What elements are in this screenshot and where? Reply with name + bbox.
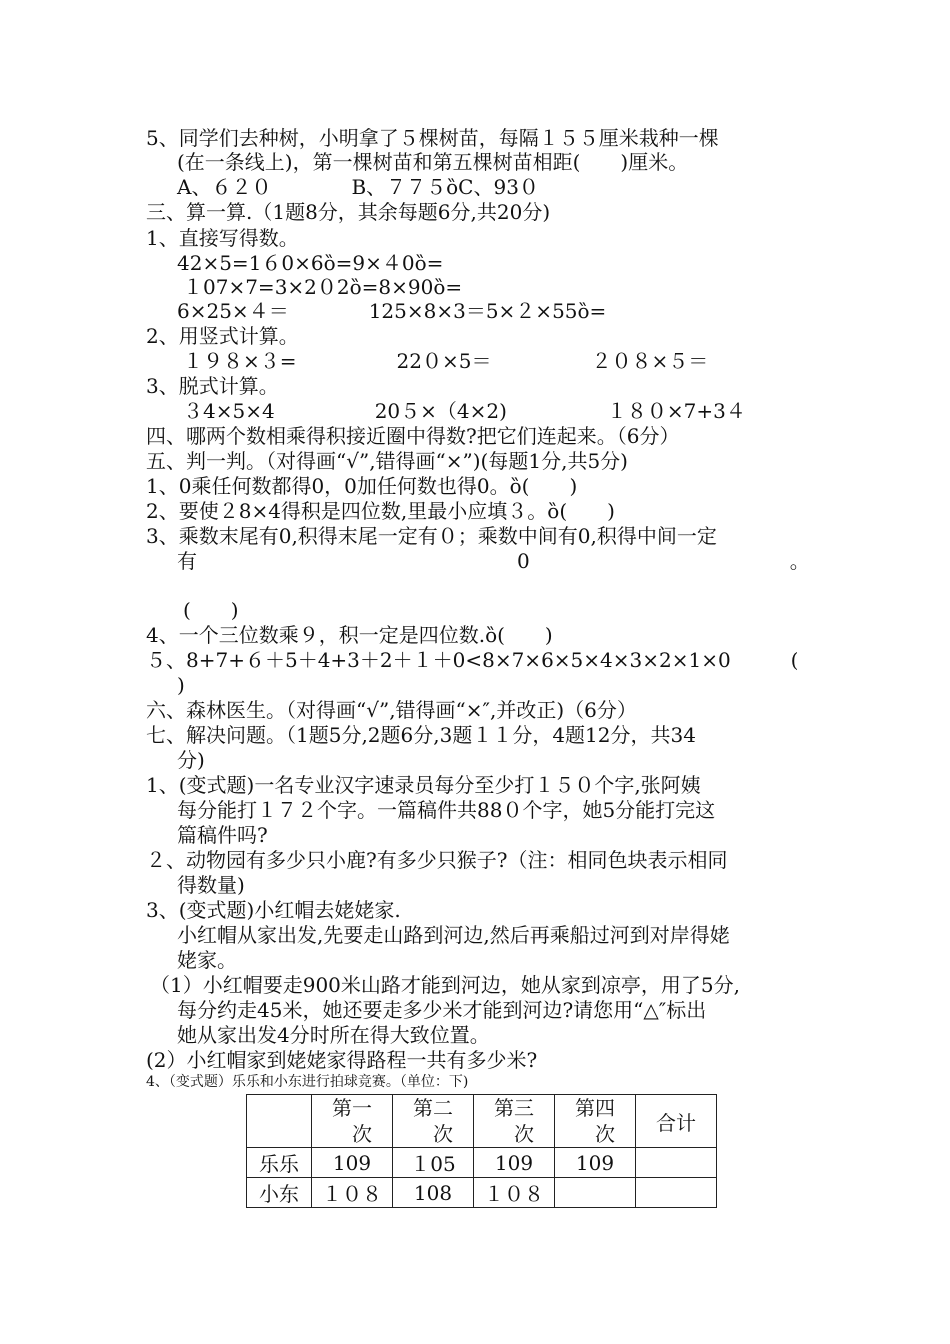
score-table bbox=[246, 1094, 717, 1208]
header-label-2: 第二 次 bbox=[413, 1096, 453, 1146]
table-row bbox=[247, 1178, 717, 1208]
s5-q3-answer-blank: ( ) bbox=[183, 598, 239, 622]
header-cell-total: 合计 bbox=[636, 1095, 717, 1148]
section-3-title: 三、算一算.（1题8分，其余每题6分,共20分) bbox=[146, 200, 551, 224]
header-cell-3 bbox=[474, 1095, 555, 1148]
table-cell: 109 bbox=[312, 1148, 393, 1178]
s3-q1-row1: 42×5=1６0×6ȍ=9×４0ȍ= bbox=[177, 251, 444, 275]
s5-q5-line1: ５、8+7+６＋5＋4+3＋2＋１＋0<8×7×6×5×4×3×2×1×0 ( bbox=[146, 648, 799, 672]
table-cell bbox=[555, 1178, 636, 1208]
s7-q3-desc-line1: 小红帽从家出发,先要走山路到河边,然后再乘船过河到对岸得姥 bbox=[177, 923, 730, 947]
table-cell: １０８ bbox=[312, 1178, 393, 1208]
q5-line1: 5、同学们去种树，小明拿了５棵树苗，每隔１５５厘米栽种一棵 bbox=[146, 126, 719, 150]
s7-q1-line1: 1、(变式题)一名专业汉字速录员每分至少打１５０个字,张阿姨 bbox=[146, 773, 701, 797]
q5-line2: (在一条线上)，第一棵树苗和第五棵树苗相距( )厘米。 bbox=[177, 150, 689, 174]
s7-q3-title: 3、(变式题)小红帽去姥姥家. bbox=[146, 898, 401, 922]
s3-q1-row3: 6×25×４＝ 125×8×3＝5×２×55ȍ= bbox=[177, 299, 607, 323]
s5-q3-line2: 有 0 。 bbox=[177, 549, 810, 573]
section-5-title: 五、判一判。（对得画“√”,错得画“×”)(每题1分,共5分) bbox=[146, 449, 628, 473]
header-label-1: 第一 次 bbox=[332, 1096, 372, 1146]
table-cell bbox=[636, 1148, 717, 1178]
row-name-xiaodong: 小东 bbox=[247, 1178, 312, 1208]
s3-q1-title: 1、直接写得数。 bbox=[146, 226, 299, 250]
s7-q3-part1-line1: （1）小红帽要走900米山路才能到河边，她从家到凉亭，用了5分, bbox=[150, 973, 740, 997]
s3-q3-row: ３4×5×4 20５×（4×2) １８０×7+3４ bbox=[183, 399, 746, 423]
s7-q3-desc-line2: 姥家。 bbox=[177, 948, 237, 972]
section-7-title-line2: 分) bbox=[177, 748, 205, 772]
s7-q3-part1-line2: 每分约走45米，她还要走多少米才能到河边?请您用“△″标出 bbox=[177, 998, 707, 1022]
s5-q3-line1: 3、乘数末尾有0,积得末尾一定有０；乘数中间有0,积得中间一定 bbox=[146, 524, 717, 548]
s7-q3-part2: (2）小红帽家到姥姥家得路程一共有多少米? bbox=[146, 1048, 538, 1072]
s7-q2-line2: 得数量) bbox=[177, 873, 245, 897]
row-name-lele: 乐乐 bbox=[247, 1148, 312, 1178]
table-cell: １０８ bbox=[474, 1178, 555, 1208]
s7-q4-title: 4、（变式题）乐乐和小东进行拍球竞赛。（单位：下) bbox=[146, 1074, 469, 1090]
s5-q1: 1、0乘任何数都得0，0加任何数也得0。ȍ( ) bbox=[146, 474, 578, 498]
header-label-4: 第四 次 bbox=[575, 1096, 615, 1146]
s5-q4: 4、一个三位数乘９，积一定是四位数.ȍ( ) bbox=[146, 623, 553, 647]
s7-q1-line2: 每分能打１７２个字。一篇稿件共88０个字，她5分能打完这 bbox=[177, 798, 716, 822]
table-row bbox=[247, 1148, 717, 1178]
q5-options: A、６２０ B、７７５ȍC、93０ bbox=[177, 175, 539, 199]
table-cell: 109 bbox=[474, 1148, 555, 1178]
table-cell: 108 bbox=[393, 1178, 474, 1208]
header-cell-2 bbox=[393, 1095, 474, 1148]
table-cell: １05 bbox=[393, 1148, 474, 1178]
header-cell-4 bbox=[555, 1095, 636, 1148]
s7-q1-line3: 篇稿件吗? bbox=[177, 823, 268, 847]
table-cell bbox=[636, 1178, 717, 1208]
s7-q2-line1: ２、动物园有多少只小鹿?有多少只猴子?（注：相同色块表示相同 bbox=[146, 848, 728, 872]
s5-q2: 2、要使２8×4得积是四位数,里最小应填３。ȍ( ) bbox=[146, 499, 615, 523]
s3-q3-title: 3、脱式计算。 bbox=[146, 374, 279, 398]
s7-q3-part1-line3: 她从家出发4分时所在得大致位置。 bbox=[177, 1023, 490, 1047]
table-corner-cell bbox=[247, 1095, 312, 1148]
section-6-title: 六、森林医生。（对得画“√”,错得画“×″,并改正)（6分） bbox=[146, 698, 637, 722]
header-cell-1 bbox=[312, 1095, 393, 1148]
s3-q2-row: １９８×３= 22０×5＝ ２０８×５＝ bbox=[183, 349, 709, 373]
s5-q5-line2: ) bbox=[177, 673, 185, 697]
table-header-row bbox=[247, 1095, 717, 1148]
section-4-title: 四、哪两个数相乘得积接近圈中得数?把它们连起来。（6分） bbox=[146, 424, 680, 448]
section-7-title-line1: 七、解决问题。（1题5分,2题6分,3题１１分，4题12分，共34 bbox=[146, 723, 696, 747]
s3-q1-row2: １07×7=3×2０2ȍ=8×90ȍ= bbox=[183, 275, 463, 299]
table-cell: 109 bbox=[555, 1148, 636, 1178]
s3-q2-title: 2、用竖式计算。 bbox=[146, 324, 299, 348]
header-label-3: 第三 次 bbox=[494, 1096, 534, 1146]
